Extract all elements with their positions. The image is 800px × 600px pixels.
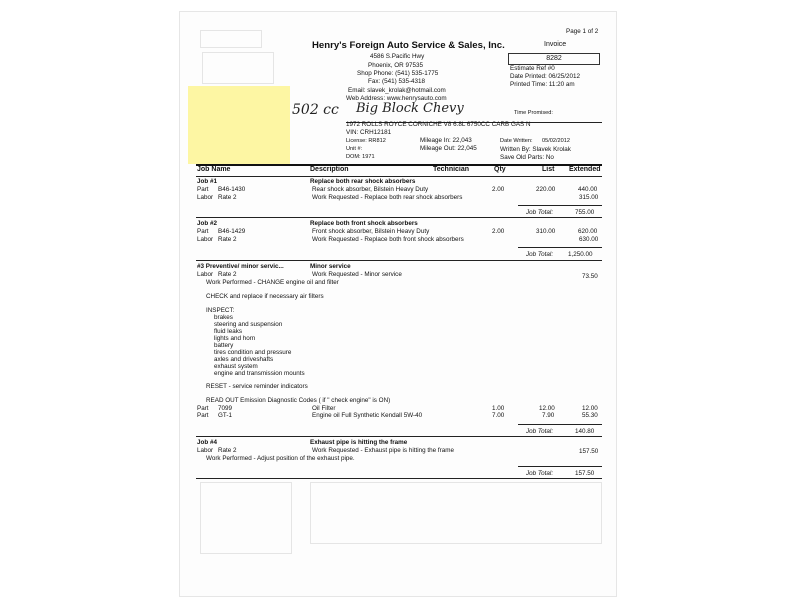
- part-description: Engine oil Full Synthetic Kendall 5W-40: [312, 412, 423, 419]
- col-extended: Extended: [569, 166, 601, 173]
- total-rule: [518, 247, 602, 248]
- inspect-item: axles and driveshafts: [214, 356, 274, 363]
- work-note: RESET - service reminder indicators: [206, 383, 308, 390]
- time-printed: Printed Time: 11:20 am: [510, 81, 575, 88]
- job-divider: [196, 217, 602, 218]
- page-number: Page 1 of 2: [566, 28, 599, 35]
- job-total-label: Job Total:: [526, 209, 554, 216]
- part-description: Front shock absorber, Bilstein Heavy Duty: [312, 228, 430, 235]
- col-qty: Qty: [494, 166, 506, 173]
- part-qty: 1.00: [492, 405, 505, 412]
- labor-rate: Rate 2: [218, 236, 237, 243]
- part-list: 310.00: [536, 228, 556, 235]
- bleed-through-mark: [200, 30, 262, 48]
- part-extended: 12.00: [582, 405, 598, 412]
- vehicle-unit: Unit #:: [346, 146, 363, 152]
- part-number: B46-1429: [218, 228, 246, 235]
- invoice-page: [180, 12, 616, 596]
- job-total: 1,250.00: [568, 251, 593, 258]
- job-total: 140.80: [575, 428, 595, 435]
- part-list: 220.00: [536, 186, 556, 193]
- vehicle-description: 1972 ROLLS ROYCE CORNICHE V8 6.8L 6750CC CARB GAS N: [346, 121, 531, 128]
- part-qty: 2.00: [492, 186, 505, 193]
- job-name: Job #4: [197, 439, 217, 446]
- labor-extended: 315.00: [579, 194, 599, 201]
- job-name: Job #1: [197, 178, 217, 185]
- labor-extended: 73.50: [582, 273, 598, 280]
- inspect-item: steering and suspension: [214, 321, 283, 328]
- labor-extended: 157.50: [579, 448, 599, 455]
- total-rule: [518, 466, 602, 467]
- company-web: Web Address: www.henrysauto.com: [346, 95, 447, 102]
- labor-extended: 630.00: [579, 236, 599, 243]
- mileage-in: Mileage In: 22,043: [420, 137, 472, 144]
- part-description: Rear shock absorber, Bilstein Heavy Duty: [312, 186, 429, 193]
- labor-rate: Rate 2: [218, 194, 237, 201]
- line-type: Part: [197, 412, 209, 419]
- invoice-label: Invoice: [544, 41, 567, 48]
- col-description: Description: [310, 166, 349, 173]
- labor-rate: Rate 2: [218, 447, 237, 454]
- job-title: Replace both front shock absorbers: [310, 220, 418, 227]
- inspect-item: lights and horn: [214, 335, 256, 342]
- sticky-note: [188, 86, 290, 164]
- bleed-through-mark: [310, 482, 602, 544]
- date-printed: Date Printed: 06/25/2012: [510, 73, 581, 80]
- line-type: Labor: [197, 194, 214, 201]
- vehicle-license: License: RR812: [346, 138, 386, 144]
- part-qty: 7.00: [492, 412, 505, 419]
- labor-description: Work Requested - Replace both rear shock absorbers: [312, 194, 463, 201]
- total-rule: [518, 424, 602, 425]
- total-rule: [518, 205, 602, 206]
- part-list: 7.90: [542, 412, 555, 419]
- job-total-label: Job Total:: [526, 470, 554, 477]
- save-old-parts: Save Old Parts: No: [500, 154, 554, 161]
- work-note: INSPECT:: [206, 307, 235, 314]
- part-extended: 440.00: [578, 186, 598, 193]
- company-name: Henry's Foreign Auto Service & Sales, Inc.: [312, 40, 505, 51]
- job-divider: [196, 436, 602, 437]
- handwritten-note: Big Block Chevy: [356, 101, 464, 116]
- line-type: Labor: [197, 236, 214, 243]
- col-job-name: Job Name: [197, 166, 231, 173]
- vehicle-dom: DOM: 1971: [346, 154, 375, 160]
- inspect-item: engine and transmission mounts: [214, 370, 305, 377]
- company-city: Phoenix, OR 97535: [368, 62, 423, 69]
- work-note: READ OUT Emission Diagnostic Codes ( if " check engine" is ON): [206, 397, 391, 404]
- mileage-out: Mileage Out: 22,045: [420, 145, 477, 152]
- estimate-ref: Estimate Ref #0: [510, 65, 555, 72]
- inspect-item: battery: [214, 342, 234, 349]
- company-email: Email: slavek_krolak@hotmail.com: [348, 87, 446, 94]
- labor-description: Work Requested - Minor service: [312, 271, 402, 278]
- bleed-through-mark: [202, 52, 274, 84]
- job-total-label: Job Total:: [526, 251, 554, 258]
- line-type: Part: [197, 228, 209, 235]
- job-total-label: Job Total:: [526, 428, 554, 435]
- work-note: CHECK and replace if necessary air filters: [206, 293, 324, 300]
- time-promised: Time Promised:: [514, 110, 553, 116]
- col-list: List: [542, 166, 555, 173]
- table-header-bottom-rule: [196, 176, 602, 177]
- invoice-number: 8282: [508, 53, 600, 65]
- job-divider: [196, 260, 602, 261]
- job-total: 755.00: [575, 209, 595, 216]
- part-number: B46-1430: [218, 186, 246, 193]
- company-address: 4586 S.Pacific Hwy: [370, 53, 425, 60]
- job-title: Minor service: [310, 263, 351, 270]
- inspect-item: brakes: [214, 314, 233, 321]
- job-total: 157.50: [575, 470, 595, 477]
- labor-description: Work Requested - Exhaust pipe is hitting the frame: [312, 447, 454, 454]
- company-fax: Fax: (541) 535-4318: [368, 78, 426, 85]
- date-written-value: 05/02/2012: [542, 138, 570, 144]
- line-type: Part: [197, 405, 209, 412]
- job-title: Exhaust pipe is hitting the frame: [310, 439, 408, 446]
- part-number: GT-1: [218, 412, 232, 419]
- inspect-item: tires condition and pressure: [214, 349, 292, 356]
- work-note: Work Performed - Adjust position of the exhaust pipe.: [206, 455, 355, 462]
- line-type: Labor: [197, 271, 214, 278]
- labor-description: Work Requested - Replace both front shock absorbers: [312, 236, 464, 243]
- company-phone: Shop Phone: (541) 535-1775: [357, 70, 439, 77]
- inspect-item: exhaust system: [214, 363, 258, 370]
- vehicle-vin: VIN: CRH12181: [346, 129, 392, 136]
- date-written-label: Date Written:: [500, 138, 533, 144]
- part-number: 7099: [218, 405, 233, 412]
- col-technician: Technician: [433, 166, 470, 173]
- job-name: #3 Preventive/ minor servic...: [197, 263, 284, 270]
- line-type: Part: [197, 186, 209, 193]
- line-type: Labor: [197, 447, 214, 454]
- labor-rate: Rate 2: [218, 271, 237, 278]
- handwritten-engine-size: 502 cc: [292, 102, 339, 118]
- inspect-item: fluid leaks: [214, 328, 243, 335]
- job-name: Job #2: [197, 220, 217, 227]
- work-note: Work Performed - CHANGE engine oil and filter: [206, 279, 339, 286]
- job-divider: [196, 478, 602, 479]
- part-qty: 2.00: [492, 228, 505, 235]
- written-by: Written By: Slavek Krolak: [500, 146, 571, 153]
- part-description: Oil Filter: [312, 405, 336, 412]
- part-list: 12.00: [539, 405, 555, 412]
- bleed-through-mark: [200, 482, 292, 554]
- job-title: Replace both rear shock absorbers: [310, 178, 416, 185]
- part-extended: 620.00: [578, 228, 598, 235]
- part-extended: 55.30: [582, 412, 598, 419]
